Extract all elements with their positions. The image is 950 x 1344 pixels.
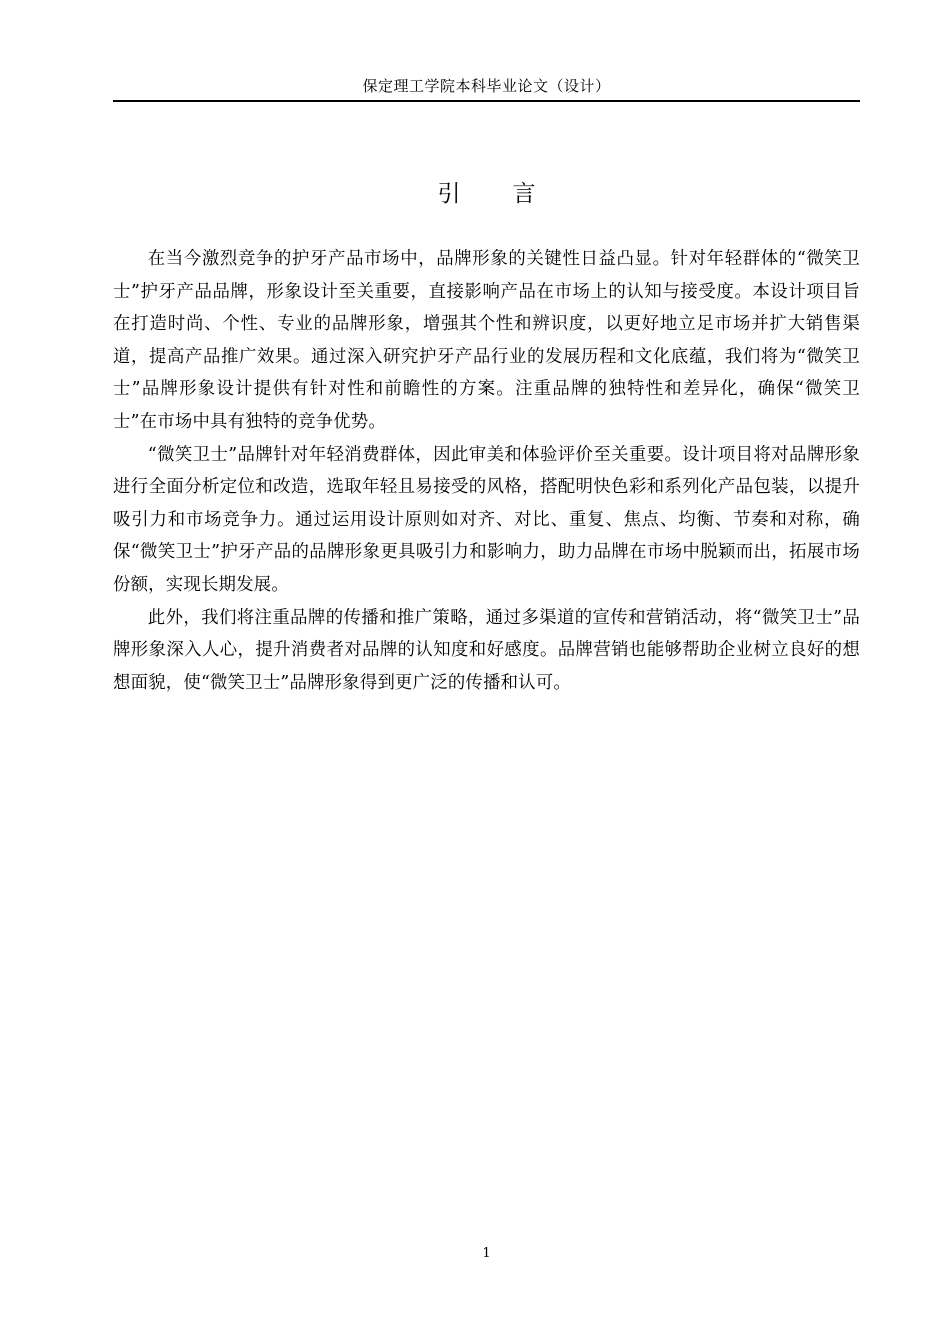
- page-header: 保定理工学院本科毕业论文（设计）: [362, 77, 611, 95]
- paragraph: 此外，我们将注重品牌的传播和推广策略，通过多渠道的宣传和营销活动，将“微笑卫士”品牌形象深入人心，提升消费者对品牌的认知度和好感度。品牌营销也能够帮助企业树立良好的想想面貌，使“微笑卫士”品牌形象得到更广泛的传播和认可。: [113, 607, 860, 693]
- page-number: 1: [482, 1246, 491, 1261]
- section-title: 引言: [437, 181, 588, 207]
- body-text: [113, 243, 860, 699]
- paragraph: 在当今激烈竞争的护牙产品市场中，品牌形象的关键性日益凸显。针对年轻群体的“微笑卫士”护牙产品品牌，形象设计至关重要，直接影响产品在市场上的认知与接受度。本设计项目旨在打造时尚、个性、专业的品牌形象，增强其个性和辨识度，以更好地立足市场并扩大销售渠道，提高产品推广效果。通过深入研究护牙产品行业的发展历程和文化底蕴，我们将为“微笑卫士”品牌形象设计提供有针对性和前瞻性的方案。注重品牌的独特性和差异化，确保“微笑卫士”在市场中具有独特的竞争优势。: [113, 249, 860, 432]
- header-divider: [113, 100, 860, 102]
- paragraph: “微笑卫士”品牌针对年轻消费群体，因此审美和体验评价至关重要。设计项目将对品牌形象进行全面分析定位和改造，选取年轻且易接受的风格，搭配明快色彩和系列化产品包装，以提升吸引力和市场竞争力。通过运用设计原则如对齐、对比、重复、焦点、均衡、节奏和对称，确保“微笑卫士”护牙产品的品牌形象更具吸引力和影响力，助力品牌在市场中脱颖而出，拓展市场份额，实现长期发展。: [113, 444, 860, 595]
